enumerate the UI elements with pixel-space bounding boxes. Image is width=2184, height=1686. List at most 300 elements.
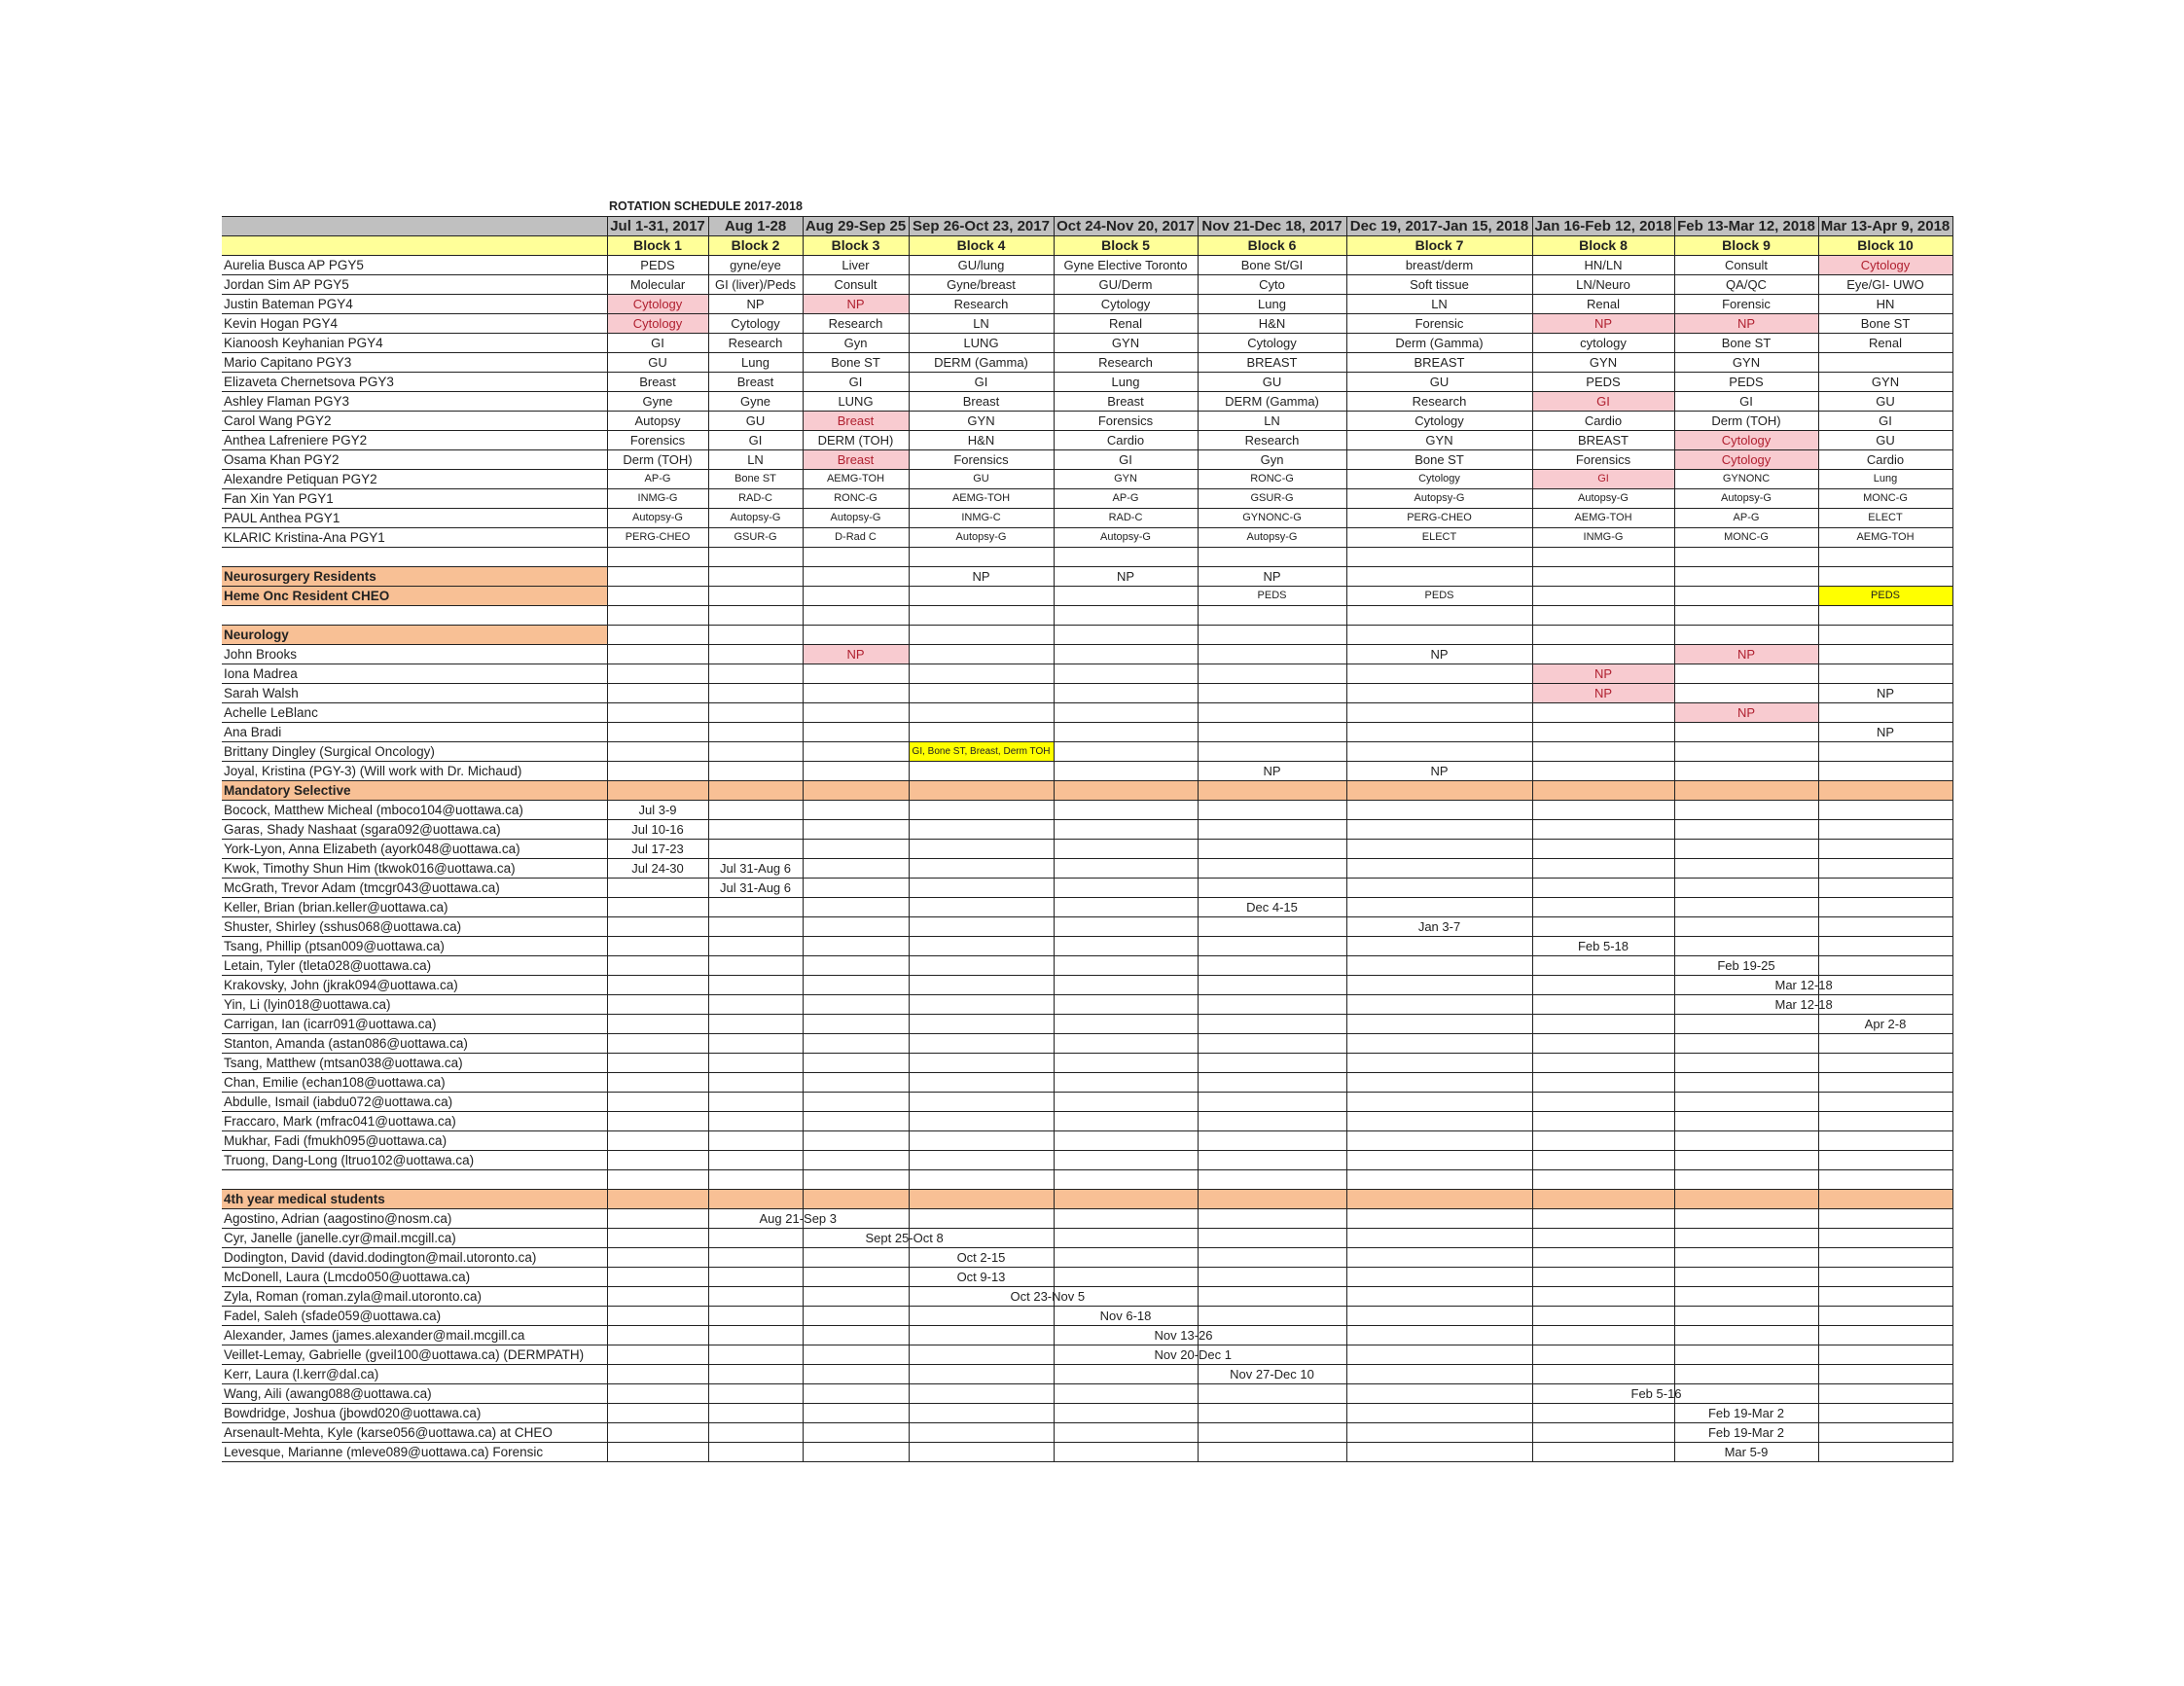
rotation-cell[interactable] (1674, 587, 1818, 606)
date-cell[interactable] (909, 1345, 1054, 1365)
date-cell[interactable] (1054, 1054, 1198, 1073)
date-cell[interactable] (607, 898, 708, 917)
rotation-cell[interactable]: Autopsy-G (607, 509, 708, 528)
rotation-cell[interactable] (1532, 742, 1674, 762)
blank-cell[interactable] (1346, 626, 1532, 645)
blank-cell[interactable] (909, 626, 1054, 645)
date-cell[interactable] (1674, 1131, 1818, 1151)
rotation-cell[interactable]: PEDS (1532, 373, 1674, 392)
rotation-cell[interactable] (1818, 742, 1952, 762)
rotation-cell[interactable]: Renal (1054, 314, 1198, 334)
date-cell[interactable] (1532, 1423, 1674, 1443)
date-cell[interactable] (803, 1229, 944, 1248)
date-cell[interactable] (1674, 1268, 1818, 1287)
column-block-header[interactable]: Block 3 (803, 236, 909, 256)
rotation-cell[interactable]: BREAST (1532, 431, 1674, 450)
date-cell[interactable] (1818, 1229, 1952, 1248)
date-cell[interactable] (1532, 1326, 1674, 1345)
date-cell[interactable] (1054, 1131, 1198, 1151)
date-cell[interactable] (1346, 1073, 1532, 1093)
date-cell[interactable] (1054, 859, 1198, 879)
blank-cell[interactable] (607, 1170, 708, 1190)
rotation-cell[interactable]: Gyn (803, 334, 909, 353)
rotation-cell[interactable]: NP (1532, 664, 1674, 684)
date-cell[interactable] (1674, 1248, 1818, 1268)
rotation-cell[interactable] (607, 664, 708, 684)
date-cell[interactable] (1532, 976, 1674, 995)
date-cell[interactable] (1054, 1384, 1198, 1404)
rotation-cell[interactable] (1198, 723, 1346, 742)
rotation-cell[interactable]: HN (1818, 295, 1952, 314)
date-cell[interactable] (1818, 917, 1952, 937)
rotation-cell[interactable]: BREAST (1198, 353, 1346, 373)
rotation-cell[interactable]: Cardio (1818, 450, 1952, 470)
rotation-cell[interactable] (607, 645, 708, 664)
blank-cell[interactable] (909, 606, 1054, 626)
date-cell[interactable] (1054, 1443, 1198, 1462)
neurology-name[interactable]: Iona Madrea (222, 664, 607, 684)
date-cell[interactable] (909, 1054, 1054, 1073)
section-cell[interactable] (708, 781, 803, 801)
section-cell[interactable] (803, 781, 909, 801)
date-cell[interactable] (1198, 1268, 1346, 1287)
date-cell[interactable] (909, 1248, 1054, 1268)
rotation-cell[interactable]: Liver (803, 256, 909, 275)
date-cell[interactable] (607, 1034, 708, 1054)
rotation-cell[interactable]: H&N (909, 431, 1054, 450)
date-cell[interactable] (909, 898, 1054, 917)
date-cell[interactable] (607, 917, 708, 937)
rotation-cell[interactable]: NP (1818, 684, 1952, 703)
date-cell[interactable] (909, 1423, 1054, 1443)
blank-cell[interactable] (708, 626, 803, 645)
rotation-cell[interactable] (1818, 645, 1952, 664)
date-cell[interactable] (1198, 801, 1346, 820)
rotation-cell[interactable]: AP-G (1054, 489, 1198, 509)
column-block-header[interactable]: Block 4 (909, 236, 1054, 256)
rotation-cell[interactable] (1674, 742, 1818, 762)
date-cell[interactable] (1054, 937, 1198, 956)
blank-cell[interactable] (1198, 626, 1346, 645)
rotation-cell[interactable]: Lung (1198, 295, 1346, 314)
date-cell[interactable] (1818, 898, 1952, 917)
date-cell[interactable] (1346, 956, 1532, 976)
rotation-cell[interactable]: Renal (1818, 334, 1952, 353)
rotation-cell[interactable]: Research (803, 314, 909, 334)
date-cell[interactable] (1532, 801, 1674, 820)
date-cell[interactable] (803, 1365, 909, 1384)
rotation-cell[interactable]: ELECT (1818, 509, 1952, 528)
date-cell[interactable] (1054, 976, 1198, 995)
date-cell[interactable] (1346, 879, 1532, 898)
date-cell[interactable] (1674, 898, 1818, 917)
rotation-cell[interactable]: Cytology (1054, 295, 1198, 314)
date-cell[interactable] (1818, 1326, 1952, 1345)
date-cell[interactable] (1198, 1423, 1346, 1443)
date-cell[interactable] (1198, 917, 1346, 937)
blank-cell[interactable] (708, 1170, 803, 1190)
rotation-cell[interactable]: Bone ST (1346, 450, 1532, 470)
date-cell[interactable] (803, 1404, 909, 1423)
date-cell[interactable] (607, 1287, 708, 1307)
date-cell[interactable] (708, 1307, 803, 1326)
rotation-cell[interactable] (803, 664, 909, 684)
column-date-header[interactable]: Feb 13-Mar 12, 2018 (1674, 217, 1818, 236)
date-cell[interactable] (708, 1443, 803, 1462)
rotation-cell[interactable]: PEDS (1346, 587, 1532, 606)
rotation-cell[interactable]: GU (1818, 392, 1952, 412)
date-cell[interactable] (1054, 917, 1198, 937)
blank-cell[interactable] (803, 548, 909, 567)
section-cell[interactable] (1198, 1190, 1346, 1209)
rotation-cell[interactable]: Renal (1532, 295, 1674, 314)
date-cell[interactable] (607, 1015, 708, 1034)
date-cell[interactable] (803, 1384, 909, 1404)
rotation-cell[interactable]: Autopsy-G (1198, 528, 1346, 548)
rotation-cell[interactable]: RAD-C (1054, 509, 1198, 528)
date-cell[interactable] (1532, 820, 1674, 840)
rotation-cell[interactable] (1198, 703, 1346, 723)
blank-label[interactable] (222, 548, 607, 567)
date-cell[interactable] (708, 1404, 803, 1423)
date-cell[interactable] (1054, 879, 1198, 898)
blank-cell[interactable] (1532, 1170, 1674, 1190)
rotation-cell[interactable]: Derm (TOH) (607, 450, 708, 470)
rotation-cell[interactable] (708, 703, 803, 723)
date-cell[interactable] (1532, 1345, 1674, 1365)
blank-cell[interactable] (803, 1170, 909, 1190)
date-cell[interactable] (1346, 1326, 1532, 1345)
date-cell[interactable] (1532, 1015, 1674, 1034)
date-cell[interactable] (803, 859, 909, 879)
rotation-cell[interactable] (803, 723, 909, 742)
rotation-cell[interactable]: GU/lung (909, 256, 1054, 275)
date-cell[interactable] (1198, 1443, 1346, 1462)
rotation-cell[interactable]: LN (1198, 412, 1346, 431)
date-cell[interactable] (909, 1209, 1054, 1229)
date-cell[interactable] (1346, 1307, 1532, 1326)
student-name[interactable]: Tsang, Phillip (ptsan009@uottawa.ca) (222, 937, 607, 956)
rotation-cell[interactable]: PEDS (1198, 587, 1346, 606)
column-block-header[interactable]: Block 10 (1818, 236, 1952, 256)
date-cell[interactable] (1818, 1345, 1952, 1365)
rotation-cell[interactable] (607, 742, 708, 762)
rotation-cell[interactable]: Cytology (1198, 334, 1346, 353)
rotation-cell[interactable] (708, 762, 803, 781)
date-cell[interactable] (803, 1307, 909, 1326)
rotation-cell[interactable]: Gyne (607, 392, 708, 412)
rotation-cell[interactable]: GYN (1054, 334, 1198, 353)
date-cell[interactable] (803, 820, 909, 840)
rotation-cell[interactable]: Soft tissue (1346, 275, 1532, 295)
rotation-cell[interactable]: Lung (708, 353, 803, 373)
rotation-cell[interactable] (1818, 353, 1952, 373)
date-cell[interactable] (1198, 1073, 1346, 1093)
blank-cell[interactable] (803, 606, 909, 626)
date-cell[interactable] (1346, 1015, 1532, 1034)
rotation-cell[interactable]: Gyne/breast (909, 275, 1054, 295)
rotation-cell[interactable]: Molecular (607, 275, 708, 295)
rotation-cell[interactable] (1346, 742, 1532, 762)
neurology-name[interactable]: John Brooks (222, 645, 607, 664)
column-date-header[interactable]: Mar 13-Apr 9, 2018 (1818, 217, 1952, 236)
student-name[interactable]: Chan, Emilie (echan108@uottawa.ca) (222, 1073, 607, 1093)
neurology-name[interactable]: Achelle LeBlanc (222, 703, 607, 723)
rotation-cell[interactable]: Derm (TOH) (1674, 412, 1818, 431)
rotation-cell[interactable]: Autopsy-G (803, 509, 909, 528)
date-cell[interactable] (1532, 1034, 1674, 1054)
date-cell[interactable] (909, 1112, 1054, 1131)
student-name[interactable]: McDonell, Laura (Lmcdo050@uottawa.ca) (222, 1268, 607, 1287)
date-cell[interactable] (1198, 1034, 1346, 1054)
student-name[interactable]: Cyr, Janelle (janelle.cyr@mail.mcgill.ca) (222, 1229, 607, 1248)
rotation-cell[interactable]: NP (1054, 567, 1198, 587)
student-name[interactable]: York-Lyon, Anna Elizabeth (ayork048@uottawa.ca) (222, 840, 607, 859)
date-cell[interactable] (607, 879, 708, 898)
rotation-cell[interactable]: GSUR-G (708, 528, 803, 548)
date-cell[interactable] (1674, 840, 1818, 859)
section-label-heme-onc[interactable]: Heme Onc Resident CHEO (222, 587, 607, 606)
date-cell[interactable] (1054, 1248, 1198, 1268)
date-cell[interactable] (1346, 1345, 1532, 1365)
date-cell[interactable] (708, 1131, 803, 1151)
rotation-cell[interactable]: GSUR-G (1198, 489, 1346, 509)
rotation-cell[interactable]: Lung (1054, 373, 1198, 392)
date-cell[interactable] (1054, 1112, 1198, 1131)
date-cell[interactable] (1532, 1112, 1674, 1131)
rotation-cell[interactable] (1198, 684, 1346, 703)
date-cell[interactable] (1532, 1131, 1674, 1151)
date-cell[interactable] (1674, 1093, 1818, 1112)
date-cell[interactable] (1674, 1423, 1818, 1443)
date-cell[interactable] (1054, 1073, 1198, 1093)
date-cell[interactable] (1818, 801, 1952, 820)
rotation-cell[interactable] (1346, 684, 1532, 703)
date-cell[interactable] (803, 1345, 909, 1365)
rotation-cell[interactable] (1054, 762, 1198, 781)
resident-name[interactable]: Kevin Hogan PGY4 (222, 314, 607, 334)
date-cell[interactable] (708, 1384, 803, 1404)
rotation-cell[interactable]: NP (1818, 723, 1952, 742)
rotation-cell[interactable]: GI (1532, 470, 1674, 489)
rotation-cell[interactable] (708, 645, 803, 664)
rotation-cell[interactable] (803, 703, 909, 723)
date-cell[interactable] (708, 840, 803, 859)
student-name[interactable]: Agostino, Adrian (aagostino@nosm.ca) (222, 1209, 607, 1229)
blank-cell[interactable] (1054, 626, 1198, 645)
date-cell[interactable] (1198, 1054, 1346, 1073)
date-cell[interactable] (909, 801, 1054, 820)
resident-name[interactable]: Carol Wang PGY2 (222, 412, 607, 431)
rotation-cell[interactable]: GI (1818, 412, 1952, 431)
date-cell[interactable] (1818, 1131, 1952, 1151)
date-cell[interactable] (1198, 1151, 1346, 1170)
date-cell[interactable] (708, 859, 803, 879)
date-cell[interactable] (909, 1093, 1054, 1112)
date-cell[interactable] (1532, 898, 1674, 917)
rotation-cell[interactable]: Research (1054, 353, 1198, 373)
section-label[interactable]: Mandatory Selective (222, 781, 607, 801)
date-cell[interactable] (1346, 820, 1532, 840)
rotation-cell[interactable]: Cytology (607, 314, 708, 334)
date-cell[interactable] (708, 801, 803, 820)
column-date-header[interactable]: Oct 24-Nov 20, 2017 (1054, 217, 1198, 236)
blank-cell[interactable] (1346, 606, 1532, 626)
date-cell[interactable] (803, 1287, 909, 1307)
date-cell[interactable] (803, 976, 909, 995)
rotation-cell[interactable] (909, 664, 1054, 684)
date-cell[interactable] (1674, 1365, 1818, 1384)
rotation-cell[interactable] (1198, 664, 1346, 684)
student-name[interactable]: Veillet-Lemay, Gabrielle (gveil100@uottawa.ca) (DERMPATH) (222, 1345, 607, 1365)
rotation-cell[interactable]: RONC-G (803, 489, 909, 509)
date-cell[interactable] (1346, 1365, 1532, 1384)
date-cell[interactable] (803, 801, 909, 820)
resident-name[interactable]: KLARIC Kristina-Ana PGY1 (222, 528, 607, 548)
date-cell[interactable] (909, 976, 1054, 995)
rotation-cell[interactable]: GYN (1532, 353, 1674, 373)
rotation-cell[interactable]: QA/QC (1674, 275, 1818, 295)
date-cell[interactable] (1818, 859, 1952, 879)
date-cell[interactable] (1818, 1054, 1952, 1073)
rotation-cell[interactable]: GI (607, 334, 708, 353)
date-cell[interactable] (1346, 1384, 1532, 1404)
rotation-cell[interactable]: GI (1054, 450, 1198, 470)
rotation-cell[interactable] (803, 567, 909, 587)
date-cell[interactable] (1818, 1384, 1952, 1404)
rotation-cell[interactable]: DERM (Gamma) (909, 353, 1054, 373)
blank-cell[interactable] (607, 606, 708, 626)
date-cell[interactable] (909, 1384, 1054, 1404)
date-cell[interactable] (803, 1015, 909, 1034)
student-name[interactable]: Truong, Dang-Long (ltruo102@uottawa.ca) (222, 1151, 607, 1170)
rotation-cell[interactable]: D-Rad C (803, 528, 909, 548)
date-cell[interactable] (1346, 976, 1532, 995)
date-cell[interactable] (1054, 840, 1198, 859)
rotation-cell[interactable]: Forensics (1532, 450, 1674, 470)
date-cell[interactable] (1818, 937, 1952, 956)
date-cell[interactable] (1198, 1345, 1346, 1365)
blank-cell[interactable] (1054, 606, 1198, 626)
date-cell[interactable] (1818, 1112, 1952, 1131)
rotation-cell[interactable] (1674, 664, 1818, 684)
rotation-cell[interactable] (1532, 762, 1674, 781)
date-cell[interactable] (1054, 1151, 1198, 1170)
column-block-header[interactable]: Block 2 (708, 236, 803, 256)
date-cell[interactable] (708, 1034, 803, 1054)
rotation-cell[interactable]: GI (1674, 392, 1818, 412)
date-cell[interactable] (1054, 1268, 1198, 1287)
rotation-cell[interactable]: Autopsy (607, 412, 708, 431)
date-cell[interactable] (1532, 1229, 1674, 1248)
rotation-cell[interactable] (607, 723, 708, 742)
rotation-cell[interactable]: GYNONC-G (1198, 509, 1346, 528)
blank-cell[interactable] (1674, 606, 1818, 626)
date-cell[interactable] (1818, 1209, 1952, 1229)
column-block-header[interactable]: Block 5 (1054, 236, 1198, 256)
date-cell[interactable] (1054, 1209, 1198, 1229)
student-name[interactable]: Fadel, Saleh (sfade059@uottawa.ca) (222, 1307, 607, 1326)
date-cell[interactable] (708, 1151, 803, 1170)
date-cell[interactable] (708, 1365, 803, 1384)
date-cell[interactable] (607, 1073, 708, 1093)
date-cell[interactable] (909, 1287, 1086, 1307)
date-cell[interactable] (1054, 1423, 1198, 1443)
date-cell[interactable] (1818, 1307, 1952, 1326)
date-cell[interactable] (607, 1365, 708, 1384)
date-cell[interactable] (1346, 1209, 1532, 1229)
rotation-cell[interactable]: Bone ST (1818, 314, 1952, 334)
header-corner[interactable] (222, 236, 607, 256)
section-label-neurosurgery[interactable]: Neurosurgery Residents (222, 567, 607, 587)
date-cell[interactable] (1532, 1248, 1674, 1268)
rotation-cell[interactable]: NP (1346, 762, 1532, 781)
date-cell[interactable] (1674, 801, 1818, 820)
rotation-cell[interactable]: LUNG (909, 334, 1054, 353)
rotation-cell[interactable] (708, 567, 803, 587)
rotation-cell[interactable]: Bone ST (708, 470, 803, 489)
rotation-cell[interactable]: GYN (1346, 431, 1532, 450)
blank-cell[interactable] (1198, 1170, 1346, 1190)
resident-name[interactable]: Osama Khan PGY2 (222, 450, 607, 470)
rotation-cell[interactable] (1346, 567, 1532, 587)
date-cell[interactable] (803, 1268, 909, 1287)
date-cell[interactable] (1198, 937, 1346, 956)
date-cell[interactable] (1674, 1404, 1818, 1423)
rotation-cell[interactable]: Forensic (1674, 295, 1818, 314)
student-name[interactable]: Letain, Tyler (tleta028@uottawa.ca) (222, 956, 607, 976)
date-cell[interactable] (708, 820, 803, 840)
date-cell[interactable] (803, 1112, 909, 1131)
date-cell[interactable] (1054, 1307, 1198, 1326)
rotation-cell[interactable]: ELECT (1346, 528, 1532, 548)
date-cell[interactable] (1674, 1443, 1818, 1462)
date-cell[interactable] (1532, 1151, 1674, 1170)
rotation-cell[interactable]: DERM (Gamma) (1198, 392, 1346, 412)
rotation-cell[interactable]: Research (1346, 392, 1532, 412)
rotation-cell[interactable]: NP (1532, 684, 1674, 703)
rotation-cell[interactable]: Cardio (1054, 431, 1198, 450)
resident-name[interactable]: Elizaveta Chernetsova PGY3 (222, 373, 607, 392)
rotation-cell[interactable] (708, 664, 803, 684)
date-cell[interactable] (1346, 1404, 1532, 1423)
date-cell[interactable] (803, 840, 909, 859)
rotation-cell[interactable]: Research (909, 295, 1054, 314)
rotation-cell[interactable] (607, 703, 708, 723)
rotation-cell[interactable]: Autopsy-G (1346, 489, 1532, 509)
date-cell[interactable] (1054, 1326, 1213, 1345)
rotation-cell[interactable]: GYN (1674, 353, 1818, 373)
section-cell[interactable] (1674, 781, 1818, 801)
date-cell[interactable] (909, 1034, 1054, 1054)
date-cell[interactable] (1054, 1229, 1198, 1248)
date-cell[interactable] (1674, 976, 1833, 995)
header-corner[interactable] (222, 217, 607, 236)
date-cell[interactable] (1198, 1112, 1346, 1131)
rotation-cell[interactable]: PEDS (1818, 587, 1952, 606)
rotation-cell[interactable]: Research (708, 334, 803, 353)
rotation-cell[interactable]: Breast (909, 392, 1054, 412)
student-name[interactable]: Abdulle, Ismail (iabdu072@uottawa.ca) (222, 1093, 607, 1112)
rotation-cell[interactable]: Breast (1054, 392, 1198, 412)
rotation-cell[interactable]: Autopsy-G (1054, 528, 1198, 548)
rotation-cell[interactable]: Cytology (1346, 470, 1532, 489)
rotation-cell[interactable] (708, 723, 803, 742)
rotation-cell[interactable] (1532, 723, 1674, 742)
date-cell[interactable] (803, 1209, 909, 1229)
section-cell[interactable] (1198, 781, 1346, 801)
rotation-cell[interactable]: INMG-G (1532, 528, 1674, 548)
